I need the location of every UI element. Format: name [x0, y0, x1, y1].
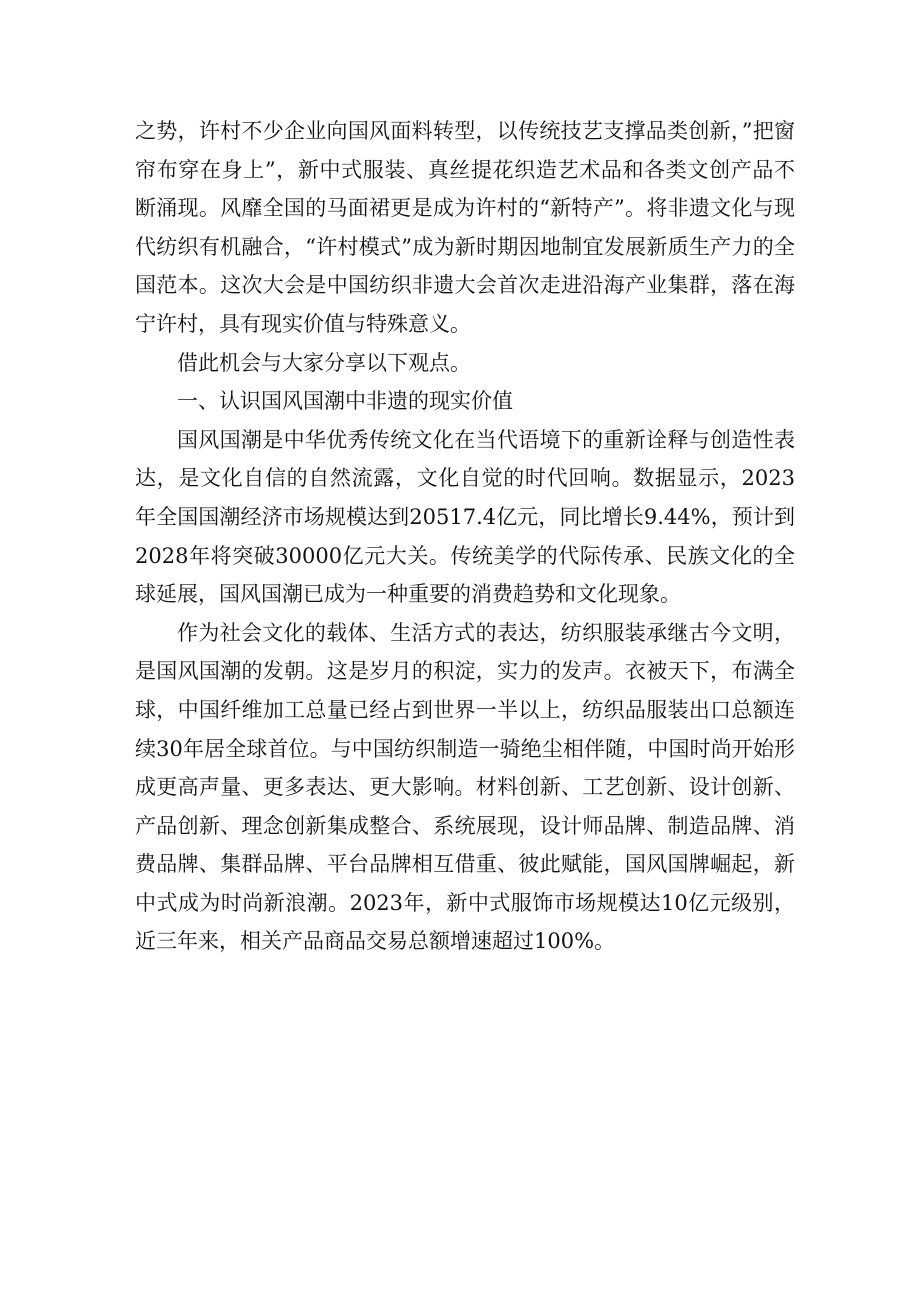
paragraph-continuation: 之势，许村不少企业向国风面料转型，以传统技艺支撑品类创新，”把窗帘布穿在身上”，新中式服装、真丝提花织造艺术品和各类文创产品不断涌现。风靡全国的马面裙更是成为许村的“新特产”。将非遗文化与现代纺织有机融合，“许村模式”成为新时期因地制宜发展新质生产力的全国范本。这次大会是中国纺织非遗大会首次走进沿海产业集群，落在海宁许村，具有现实价值与特殊意义。 — [135, 119, 795, 336]
paragraph-textile-culture: 作为社会文化的载体、生活方式的表达，纺织服装承继古今文明，是国风国潮的发朝。这是岁月的积淀，实力的发声。衣被天下，布满全球，中国纤维加工总量已经占到世界一半以上，纺织品服装出口总额连续30年居全球首位。与中国纺织制造一骑绝尘相伴随，中国时尚开始形成更高声量、更多表达、更大影响。材料创新、工艺创新、设计创新、产品创新、理念创新集成整合、系统展现，设计师品牌、制造品牌、消费品牌、集群品牌、平台品牌相互借重、彼此赋能，国风国牌崛起，新中式成为时尚新浪潮。2023年，新中式服饰市场规模达10亿元级别，近三年来，相关产品商品交易总额增速超过100%。 — [135, 620, 795, 954]
paragraph-intro: 借此机会与大家分享以下观点。 — [177, 350, 471, 375]
section-heading: 一、认识国风国潮中非遗的现实价值 — [177, 389, 513, 414]
document-body — [135, 112, 795, 961]
paragraph-guochao-value: 国风国潮是中华优秀传统文化在当代语境下的重新诠释与创造性表达，是文化自信的自然流露，文化自觉的时代回响。数据显示，2023年全国国潮经济市场规模达到20517.4亿元，同比增长9.44%，预计到2028年将突破30000亿元大关。传统美学的代际传承、民族文化的全球延展，国风国潮已成为一种重要的消费趋势和文化现象。 — [135, 427, 795, 607]
